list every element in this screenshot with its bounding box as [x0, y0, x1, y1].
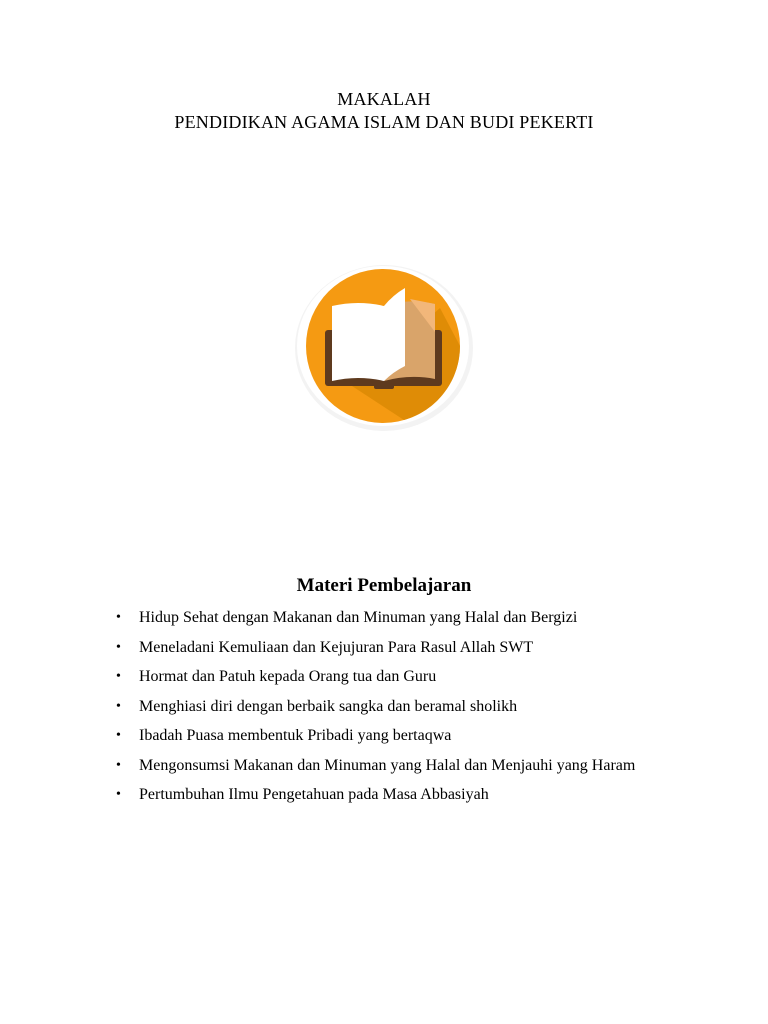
- bullet-icon: •: [116, 639, 121, 655]
- list-item: [112, 751, 675, 781]
- bullet-icon: •: [116, 610, 121, 625]
- list-item: [112, 603, 675, 633]
- list-item-text: Menghiasi diri dengan berbaik sangka dan beramal sholikh: [139, 697, 518, 715]
- learning-material-list: [112, 603, 675, 810]
- list-item-text: Hidup Sehat dengan Makanan dan Minuman yang Halal dan Bergizi: [139, 609, 578, 626]
- list-item-text: Pertumbuhan Ilmu Pengetahuan pada Masa Abbasiyah: [139, 786, 489, 803]
- list-item-text: Ibadah Puasa membentuk Pribadi yang bertaqwa: [139, 727, 452, 744]
- list-item-text: Hormat dan Patuh kepada Orang tua dan Guru: [139, 668, 437, 685]
- list-item: [112, 692, 675, 722]
- bullet-icon: •: [116, 728, 121, 743]
- title-block: [0, 88, 768, 134]
- list-item: [112, 662, 675, 692]
- open-book-icon: [292, 262, 476, 432]
- list-item: [112, 780, 675, 810]
- list-item-text: Mengonsumsi Makanan dan Minuman yang Halal dan Menjauhi yang Haram: [139, 756, 636, 774]
- list-item: [112, 721, 675, 751]
- list-item: [112, 633, 675, 663]
- bullet-icon: •: [116, 698, 121, 714]
- bullet-icon: •: [116, 669, 121, 684]
- bullet-icon: •: [116, 787, 121, 802]
- document-title: MAKALAH: [337, 89, 431, 109]
- bullet-icon: •: [116, 757, 121, 773]
- section-heading: Materi Pembelajaran: [296, 575, 472, 596]
- list-item-text: Meneladani Kemuliaan dan Kejujuran Para Rasul Allah SWT: [139, 638, 534, 656]
- document-subtitle: PENDIDIKAN AGAMA ISLAM DAN BUDI PEKERTI: [174, 112, 594, 132]
